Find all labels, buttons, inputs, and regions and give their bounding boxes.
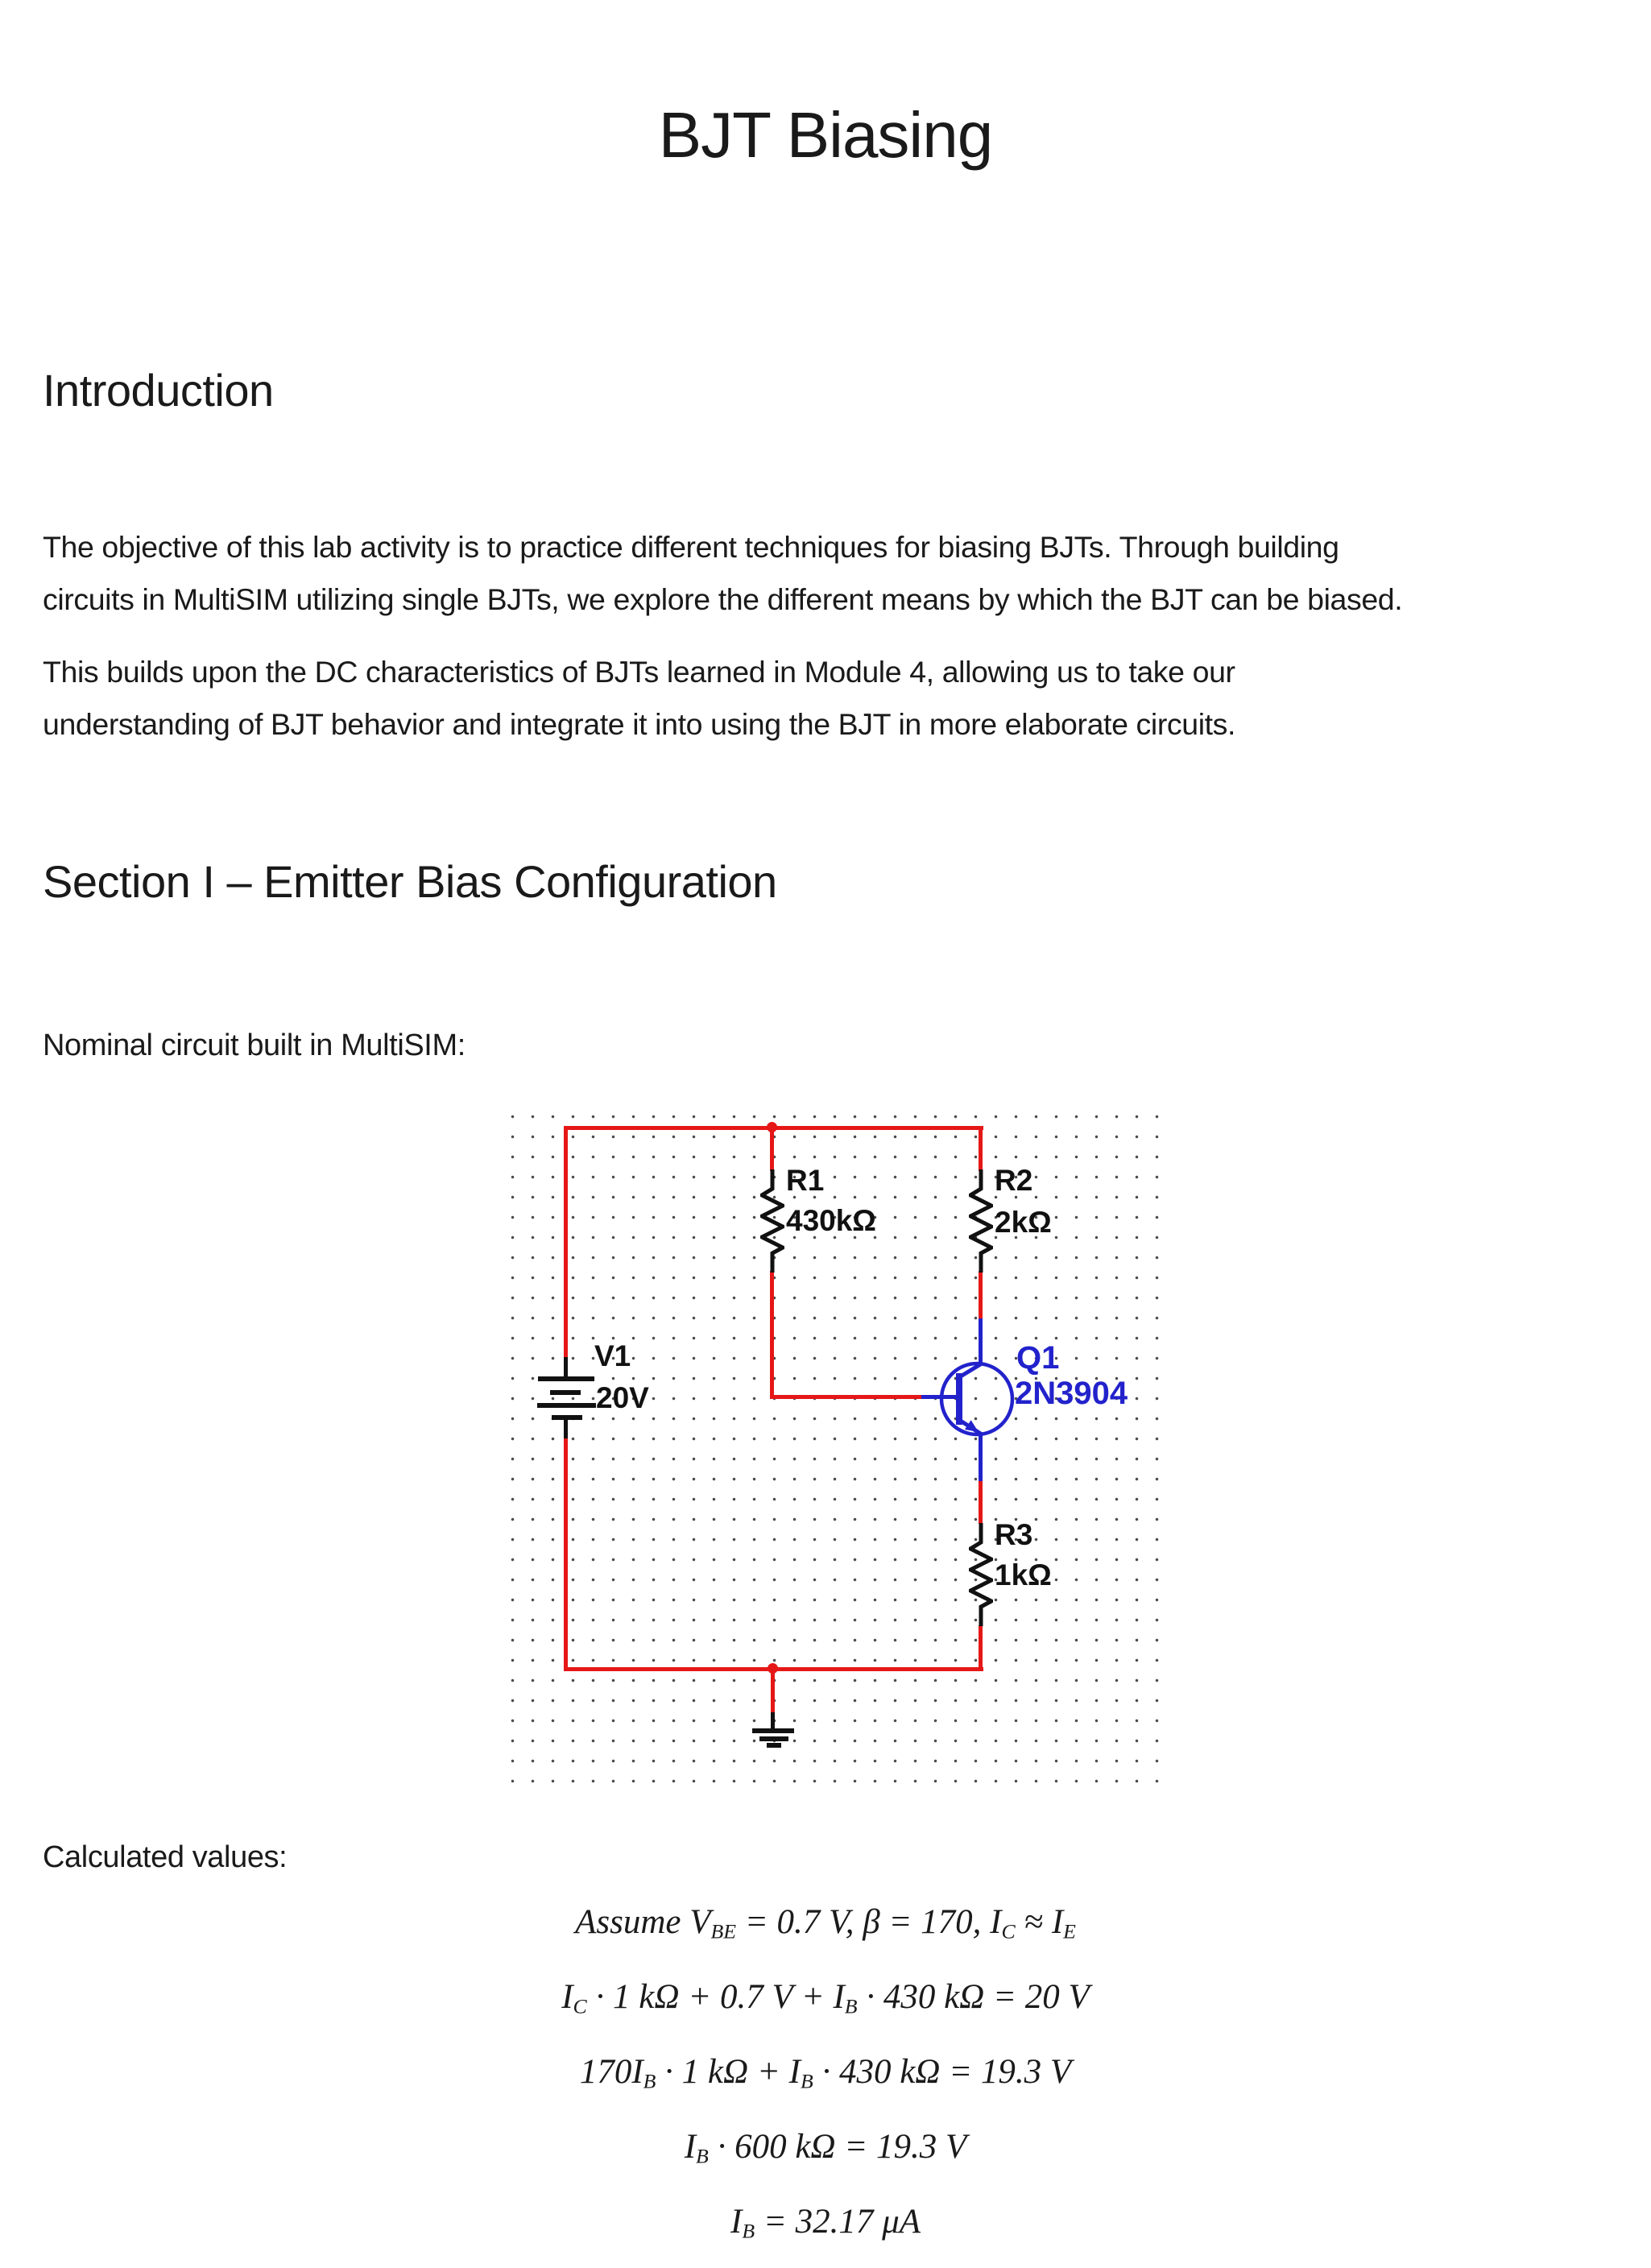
wire-left-lower xyxy=(564,1438,568,1671)
paragraph-1-line-1: The objective of this lab activity is to practice different techniques for biasing BJTs. Through building xyxy=(43,530,1339,564)
junction-dot-bottom xyxy=(768,1663,778,1674)
circuit-diagram xyxy=(497,1101,1165,1790)
equation-line-3: $170I_B \cdot 1$ $k\Omega + I_B \cdot 430$ kΩ = 19.3 V xyxy=(579,2053,1072,2093)
wire-r2-bottom-red xyxy=(979,1271,983,1320)
r3-ref-label: R3 xyxy=(995,1518,1033,1551)
wire-base-red xyxy=(770,1395,923,1399)
heading-section1: Section I – Emitter Bias Configuration xyxy=(43,856,777,907)
wire-r1-bottom xyxy=(770,1271,774,1399)
q1-value-label: 2N3904 xyxy=(1015,1376,1128,1411)
wire-left-upper xyxy=(564,1126,568,1360)
junction-dot-top xyxy=(767,1122,777,1132)
wire-ground-red xyxy=(771,1669,775,1714)
r1-value-label: 430kΩ xyxy=(786,1204,876,1237)
heading-introduction: Introduction xyxy=(43,365,274,416)
paragraph-2-line-2: understanding of BJT behavior and integrate it into using the BJT in more elaborate circuits. xyxy=(43,707,1236,741)
wire-emitter-red xyxy=(979,1480,983,1524)
r2-value-label: 2kΩ xyxy=(995,1206,1052,1239)
transistor-q1 xyxy=(933,1355,1021,1443)
r1-ref-label: R1 xyxy=(786,1164,825,1197)
document-title: BJT Biasing xyxy=(658,99,993,171)
calculated-values-label: Calculated values: xyxy=(43,1840,288,1874)
r2-ref-label: R2 xyxy=(995,1164,1033,1197)
paragraph-2-line-1: This builds upon the DC characteristics of BJTs learned in Module 4, allowing us to take our xyxy=(43,655,1235,689)
v1-value-label: 20V xyxy=(596,1381,649,1414)
equation-line-4: $I_B \cdot 600$ kΩ = 19.3 V xyxy=(684,2128,967,2168)
nominal-circuit-label: Nominal circuit built in MultiSIM: xyxy=(43,1028,466,1062)
battery-stub-bottom xyxy=(564,1415,568,1438)
resistor-r3 xyxy=(969,1522,993,1627)
ground-bar-1 xyxy=(752,1728,794,1733)
ground-bar-3 xyxy=(767,1743,781,1748)
r3-value-label: 1kΩ xyxy=(995,1558,1052,1591)
battery-plate-long-2 xyxy=(537,1403,596,1408)
equation-line-2: $I_C \cdot 1$ kΩ + 0.7 $V + I_B \cdot 430$ kΩ = 20 V xyxy=(561,1978,1090,2018)
battery-plate-long-1 xyxy=(538,1376,594,1381)
equation-line-1: Assume $V_{BE} = 0.7$ V, β = 170, $I_C \approx I_E$ xyxy=(575,1903,1076,1943)
wire-r1-top xyxy=(770,1126,774,1171)
paragraph-1-line-2: circuits in MultiSIM utilizing single BJTs, we explore the different means by which the BJT can be biased. xyxy=(43,582,1403,616)
battery-plate-short-1 xyxy=(550,1390,581,1395)
v1-ref-label: V1 xyxy=(594,1339,631,1372)
wire-r3-bottom xyxy=(979,1625,983,1671)
equation-line-5: $I_B = 32.17$ μA xyxy=(730,2203,921,2243)
q1-ref-label: Q1 xyxy=(1016,1340,1060,1376)
ground-bar-2 xyxy=(759,1736,788,1741)
resistor-r2 xyxy=(969,1169,993,1273)
resistor-r1 xyxy=(760,1169,784,1273)
wire-r2-top xyxy=(979,1126,983,1171)
